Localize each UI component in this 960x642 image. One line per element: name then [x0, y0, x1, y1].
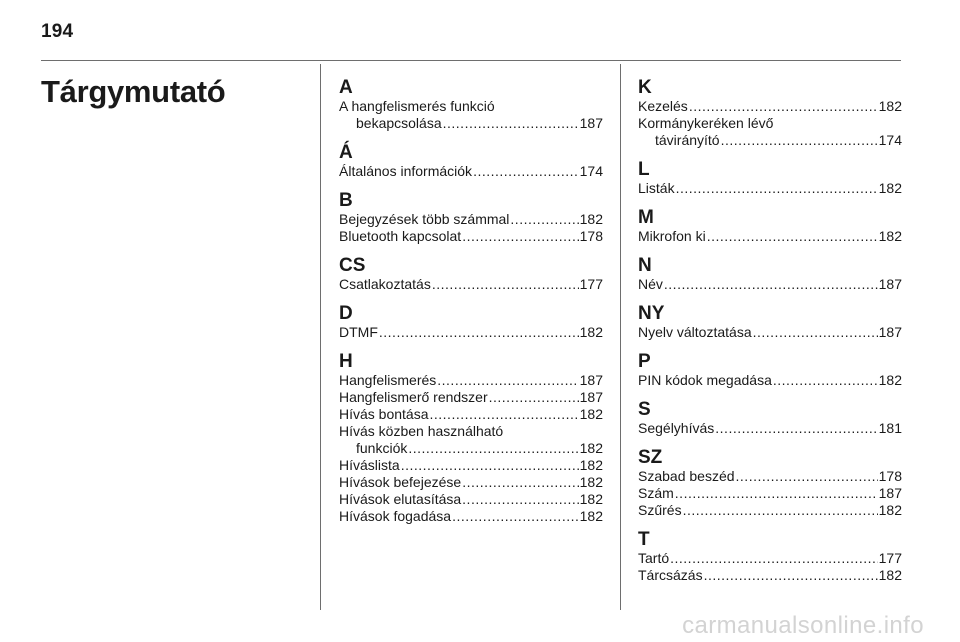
dot-leader [462, 474, 578, 491]
index-entry-page: 182 [878, 98, 902, 114]
index-entry-term: Mikrofon ki [638, 228, 706, 244]
index-entry[interactable] [339, 457, 603, 474]
index-letter-heading: S [638, 399, 651, 420]
index-column-1 [339, 78, 603, 536]
dot-leader [430, 406, 579, 423]
dot-leader [675, 485, 878, 502]
index-entry-term: Nyelv változtatása [638, 324, 752, 340]
dot-leader [489, 389, 579, 406]
index-group [638, 400, 902, 437]
index-entry-page: 177 [579, 276, 603, 292]
index-entry[interactable] [638, 550, 902, 567]
index-entry[interactable] [638, 228, 902, 245]
index-entry[interactable] [339, 440, 603, 457]
index-letter-heading: H [339, 351, 353, 372]
index-letter-heading: SZ [638, 447, 663, 468]
dot-leader [736, 468, 878, 485]
index-entry-term: Bejegyzések több számmal [339, 211, 510, 227]
index-letter-heading: Á [339, 142, 353, 163]
index-group [339, 143, 603, 180]
index-entry-head: Hívás közben használható [339, 423, 504, 439]
index-entry[interactable] [638, 180, 902, 197]
index-entry-head: Kormánykeréken lévő [638, 115, 774, 131]
index-entry-term: Híváslista [339, 457, 400, 473]
index-entry-term: Tárcsázás [638, 567, 703, 583]
index-entry-page: 182 [878, 372, 902, 388]
index-entry-page: 187 [878, 324, 902, 340]
index-entry-page: 181 [878, 420, 902, 436]
index-letter-heading: A [339, 77, 353, 98]
dot-leader [443, 115, 579, 132]
index-entry-page: 174 [878, 132, 902, 148]
index-entry[interactable] [339, 474, 603, 491]
index-entry-term: Hangfelismerő rendszer [339, 389, 488, 405]
index-entry[interactable] [339, 228, 603, 245]
index-entry[interactable] [638, 372, 902, 389]
index-entry-page: 182 [878, 567, 902, 583]
index-entry-page: 178 [878, 468, 902, 484]
index-entry-page: 187 [878, 485, 902, 501]
dot-leader [401, 457, 579, 474]
index-entry-term: Hangfelismerés [339, 372, 437, 388]
dot-leader [462, 491, 578, 508]
index-entry[interactable] [638, 502, 902, 519]
index-entry-term: Tartó [638, 550, 670, 566]
index-entry[interactable] [638, 567, 902, 584]
index-entry-head: A hangfelismerés funkció [339, 98, 495, 114]
dot-leader [510, 211, 578, 228]
index-group [339, 78, 603, 132]
index-entry[interactable] [638, 420, 902, 437]
dot-leader [473, 163, 579, 180]
index-entry[interactable] [339, 372, 603, 389]
index-entry-page: 182 [579, 474, 603, 490]
index-column-2 [638, 78, 902, 595]
dot-leader [452, 508, 579, 525]
index-entry-page: 182 [579, 457, 603, 473]
index-group [638, 256, 902, 293]
index-entry[interactable] [339, 115, 603, 132]
dot-leader [408, 440, 578, 457]
dot-leader [670, 550, 878, 567]
dot-leader [462, 228, 578, 245]
index-entry-page: 182 [579, 324, 603, 340]
index-group [638, 448, 902, 519]
index-entry-term: DTMF [339, 324, 378, 340]
dot-leader [753, 324, 878, 341]
index-group [638, 352, 902, 389]
index-entry[interactable] [638, 485, 902, 502]
dot-leader [773, 372, 878, 389]
index-title: Tárgymutató [41, 74, 226, 109]
index-entry-term: Szabad beszéd [638, 468, 735, 484]
index-entry-page: 182 [579, 491, 603, 507]
index-group [638, 304, 902, 341]
index-group [638, 530, 902, 584]
index-entry[interactable] [638, 132, 902, 149]
index-entry-term: PIN kódok megadása [638, 372, 772, 388]
index-group [638, 160, 902, 197]
index-entry-term: Kezelés [638, 98, 688, 114]
index-letter-heading: L [638, 159, 650, 180]
index-entry[interactable] [638, 276, 902, 293]
index-entry[interactable] [638, 468, 902, 485]
index-group [339, 352, 603, 525]
index-letter-heading: D [339, 303, 353, 324]
index-entry-term: Hívások befejezése [339, 474, 462, 490]
index-letter-heading: P [638, 351, 651, 372]
index-entry-term: Csatlakoztatás [339, 276, 431, 292]
index-entry[interactable] [638, 324, 902, 341]
dot-leader [689, 98, 878, 115]
dot-leader [683, 502, 878, 519]
index-entry[interactable] [339, 276, 603, 293]
index-entry-page: 187 [579, 389, 603, 405]
index-entry-page: 182 [579, 508, 603, 524]
index-letter-heading: N [638, 255, 652, 276]
dot-leader [704, 567, 878, 584]
page-number: 194 [41, 21, 74, 42]
index-entry-page: 182 [878, 502, 902, 518]
index-entry-page: 187 [878, 276, 902, 292]
index-entry-page: 182 [878, 228, 902, 244]
index-letter-heading: CS [339, 255, 366, 276]
index-entry[interactable] [339, 211, 603, 228]
index-group [638, 208, 902, 245]
index-entry-term: Segélyhívás [638, 420, 715, 436]
index-entry-page: 174 [579, 163, 603, 179]
index-entry-term: bekapcsolása [356, 115, 442, 131]
index-group [339, 191, 603, 245]
index-entry-term: távirányító [655, 132, 720, 148]
index-entry-page: 178 [579, 228, 603, 244]
index-entry-page: 182 [878, 180, 902, 196]
index-group [638, 78, 902, 149]
column-divider-left [320, 64, 321, 610]
index-entry[interactable] [339, 406, 603, 423]
index-entry[interactable] [339, 389, 603, 406]
index-letter-heading: K [638, 77, 652, 98]
index-entry-term: Hívások fogadása [339, 508, 452, 524]
dot-leader [379, 324, 579, 341]
index-entry[interactable] [339, 508, 603, 525]
index-entry-term: Szűrés [638, 502, 682, 518]
index-entry[interactable] [638, 98, 902, 115]
dot-leader [676, 180, 878, 197]
dot-leader [437, 372, 578, 389]
watermark: carmanualsonline.info [682, 612, 924, 639]
index-entry[interactable] [339, 163, 603, 180]
index-entry-term: Hívások elutasítása [339, 491, 462, 507]
index-letter-heading: M [638, 207, 654, 228]
index-letter-heading: B [339, 190, 353, 211]
index-entry-term: Hívás bontása [339, 406, 429, 422]
index-entry-term: Listák [638, 180, 675, 196]
index-letter-heading: T [638, 529, 650, 550]
dot-leader [432, 276, 579, 293]
index-entry-term: Név [638, 276, 663, 292]
index-entry-page: 187 [579, 372, 603, 388]
index-letter-heading: NY [638, 303, 665, 324]
column-divider-right [620, 64, 621, 610]
dot-leader [664, 276, 878, 293]
dot-leader [721, 132, 878, 149]
index-group [339, 256, 603, 293]
dot-leader [715, 420, 877, 437]
index-entry-term: Általános információk [339, 163, 473, 179]
dot-leader [707, 228, 878, 245]
index-group [339, 304, 603, 341]
index-entry-term: funkciók [356, 440, 408, 456]
header-rule [41, 60, 901, 61]
index-entry-term: Szám [638, 485, 674, 501]
index-entry-page: 182 [579, 440, 603, 456]
index-entry[interactable] [339, 491, 603, 508]
index-entry-page: 182 [579, 211, 603, 227]
index-entry-page: 177 [878, 550, 902, 566]
index-entry-page: 187 [579, 115, 603, 131]
index-entry-page: 182 [579, 406, 603, 422]
index-entry[interactable] [339, 324, 603, 341]
index-entry-term: Bluetooth kapcsolat [339, 228, 462, 244]
